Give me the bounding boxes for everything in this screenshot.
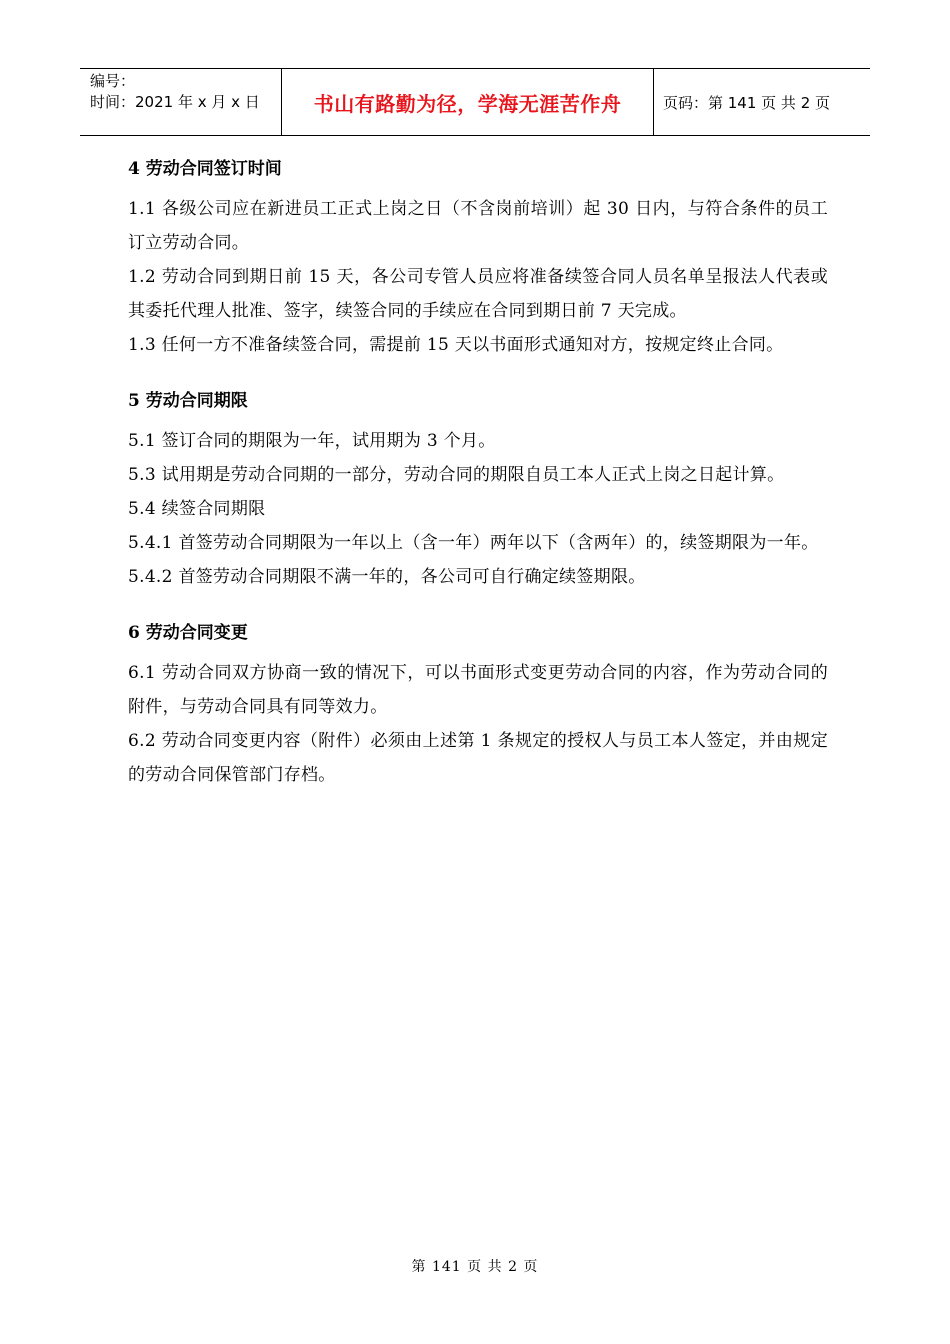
- paragraph: 5.4 续签合同期限: [128, 499, 266, 519]
- paragraph: 6.1 劳动合同双方协商一致的情况下，可以书面形式变更劳动合同的内容，作为劳动合同的附件，与劳动合同具有同等效力。: [128, 663, 828, 717]
- document-body: [128, 152, 828, 792]
- paragraph: 6.2 劳动合同变更内容（附件）必须由上述第 1 条规定的授权人与员工本人签定，并由规定的劳动合同保管部门存档。: [128, 731, 828, 785]
- section-title: 6 劳动合同变更: [128, 623, 248, 643]
- paragraph: 1.3 任何一方不准备续签合同，需提前 15 天以书面形式通知对方，按规定终止合同。: [128, 335, 784, 355]
- paragraph: 1.2 劳动合同到期日前 15 天，各公司专管人员应将准备续签合同人员名单呈报法人代表或其委托代理人批准、签字，续签合同的手续应在合同到期日前 7 天完成。: [128, 267, 828, 321]
- page-footer: 第 141 页 共 2 页: [411, 1259, 539, 1275]
- section-title: 4 劳动合同签订时间: [128, 159, 282, 179]
- document-number-label: 编号：: [90, 72, 136, 90]
- header-table: [80, 68, 870, 136]
- document-time-label: 时间：2021 年 x 月 x 日: [90, 93, 260, 111]
- paragraph: 1.1 各级公司应在新进员工正式上岗之日（不含岗前培训）起 30 日内，与符合条件的员工订立劳动合同。: [128, 199, 828, 253]
- paragraph: 5.1 签订合同的期限为一年，试用期为 3 个月。: [128, 431, 496, 451]
- header-meta: [80, 69, 281, 135]
- header-page-code: 页码：第 141 页 共 2 页: [663, 93, 831, 112]
- paragraph: 5.4.1 首签劳动合同期限为一年以上（含一年）两年以下（含两年）的，续签期限为一年。: [128, 533, 819, 553]
- header-motto: 书山有路勤为径，学海无涯苦作舟: [281, 69, 654, 135]
- paragraph: 5.4.2 首签劳动合同期限不满一年的，各公司可自行确定续签期限。: [128, 567, 646, 587]
- paragraph: 5.3 试用期是劳动合同期的一部分，劳动合同的期限自员工本人正式上岗之日起计算。: [128, 465, 785, 485]
- section-title: 5 劳动合同期限: [128, 391, 248, 411]
